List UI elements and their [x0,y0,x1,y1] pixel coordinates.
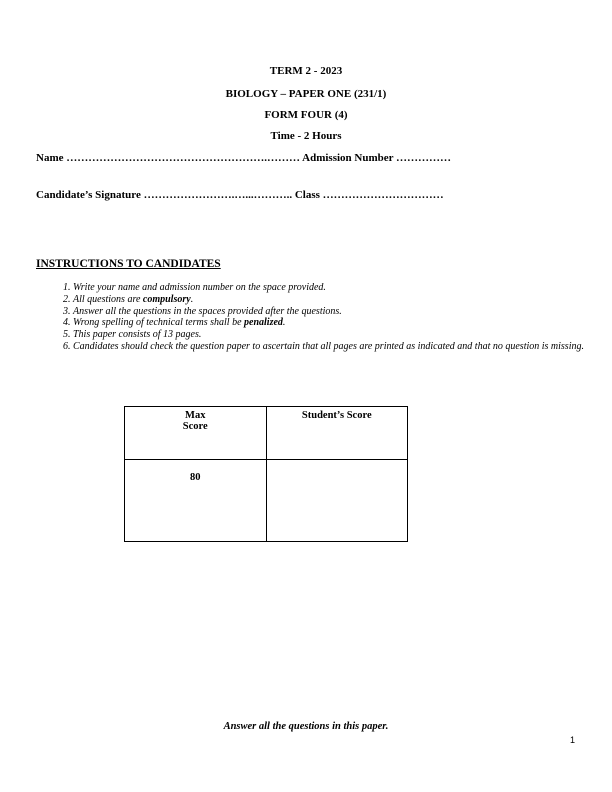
page-number: 1 [569,735,575,745]
student-score-cell[interactable] [266,460,408,542]
instructions-list [36,282,612,353]
exam-term: TERM 2 - 2023 [269,65,343,77]
score-table [124,406,408,542]
student-score-header: Student’s Score [266,407,408,460]
instruction-item: 2. All questions are compulsory. [73,294,612,306]
footer-note: Answer all the questions in this paper. [223,721,389,732]
exam-duration: Time - 2 Hours [270,130,342,142]
instruction-item: 4. Wrong spelling of technical terms shall be penalized. [73,317,612,329]
instruction-item: 1. Write your name and admission number on the space provided. [73,282,612,294]
signature-class-field[interactable]: Candidate’s Signature …………………….…...……….. Class …………………………… [36,189,444,201]
instructions-heading: INSTRUCTIONS TO CANDIDATES [36,258,221,270]
instruction-item: 6. Candidates should check the question paper to ascertain that all pages are printed as indicated and that no question is missing. [73,341,612,353]
name-admission-field[interactable]: Name ……………………………………………….……… Admission Number …………… [36,152,452,164]
instruction-item: 3. Answer all the questions in the spaces provided after the questions. [73,306,612,318]
form-level: FORM FOUR (4) [264,109,348,121]
max-score-header: Max Score [125,407,267,460]
instruction-item: 5. This paper consists of 13 pages. [73,329,612,341]
max-score-value: 80 [125,460,267,542]
paper-title: BIOLOGY – PAPER ONE (231/1) [225,88,387,100]
